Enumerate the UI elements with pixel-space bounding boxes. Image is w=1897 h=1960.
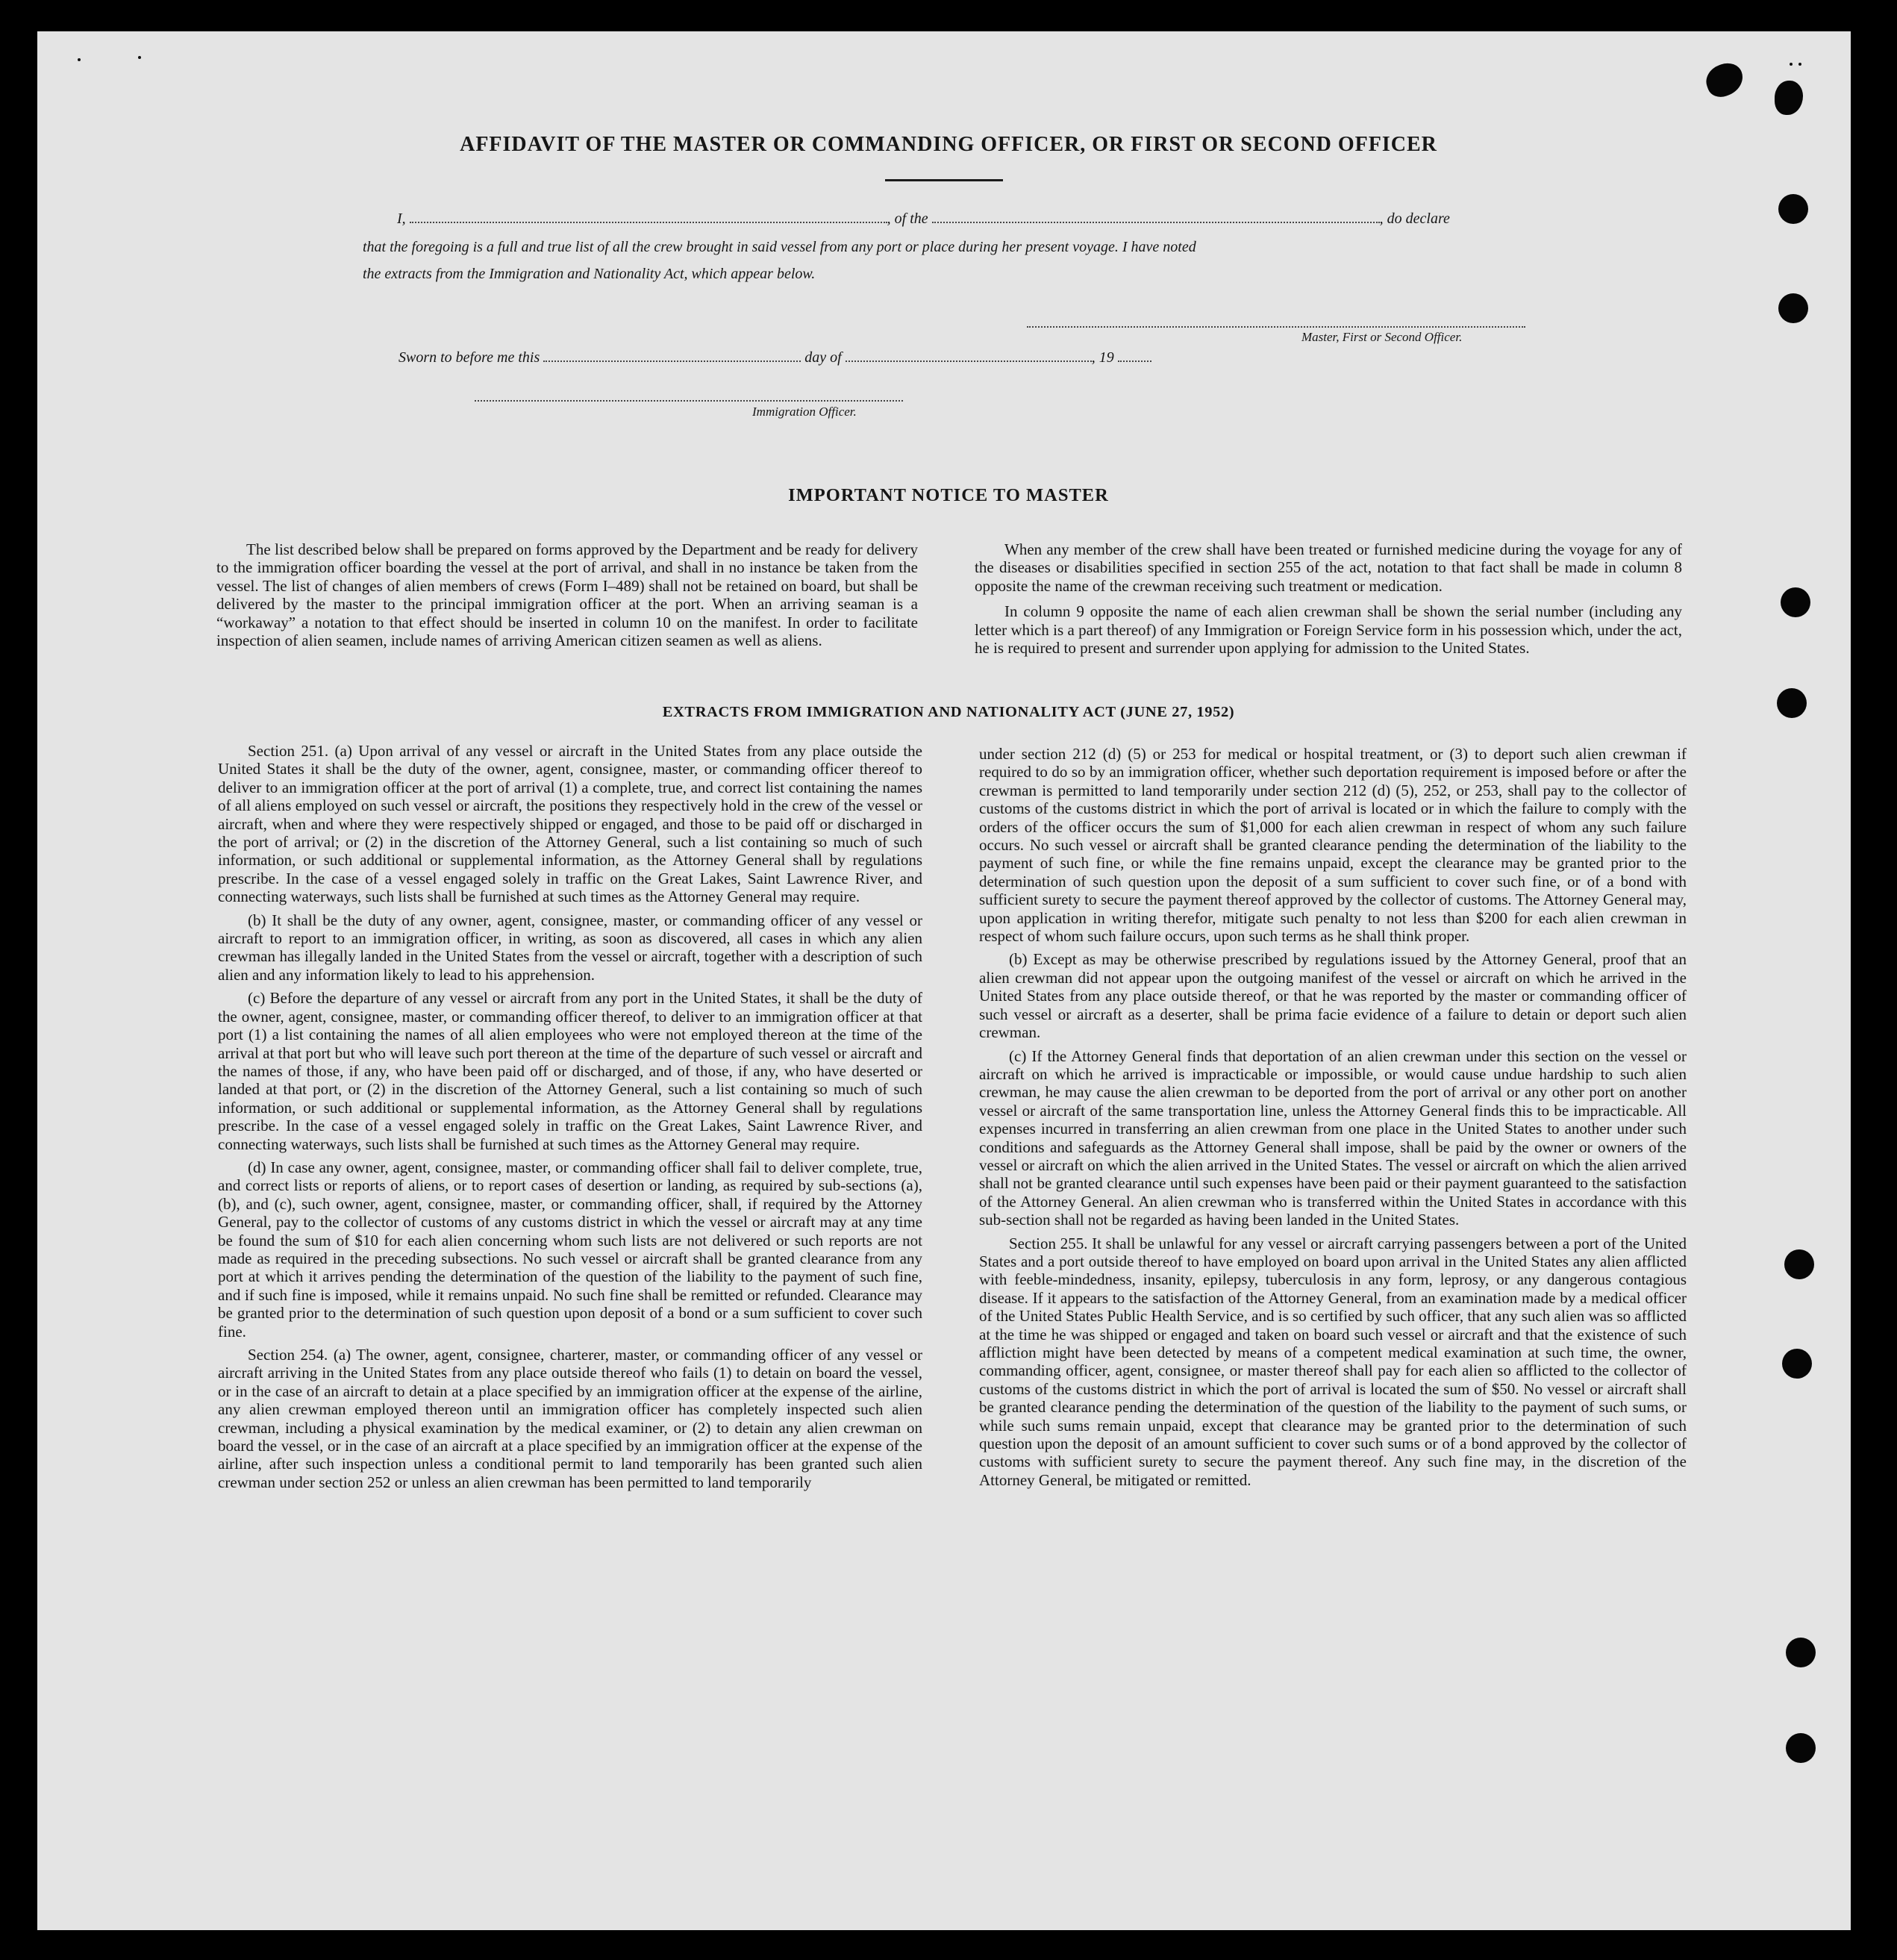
extract-paragraph: Section 255. It shall be unlawful for any vessel or aircraft carrying passengers between a port of the United States and a port outside thereof to have employed on board upon arrival in the United States any alien afflicted with feeble-mindedness, insanity, epilepsy, tuberculosis in any form, leprosy, or any dangerous contagious disease. If it appears to the satisfaction of the Attorney General, from an examination made by a medical officer of the United States Public Health Service, and is so certified by such officer, that any such alien was so afflicted at the time he was shipped or engaged and taken on board such vessel or aircraft and that the existence of such affliction might have been detected by means of a competent medical examination at such time, the owner, commanding officer, agent, consignee, or master thereof shall pay for each alien so afflicted to the collector of customs of the customs district in which the port of arrival is located the sum of $50. No vessel or aircraft shall be granted clearance pending the determination of the question of the liability to the payment of such sums, or while such sums remain unpaid, except that clearance may be granted prior to the determination of such question upon the deposit of an amount sufficient to cover such sums or of a bond approved by the collector of customs with sufficient surety to secure the payment thereof. Any such fine may, in the discretion of the Attorney General, be mitigated or remitted. bbox=[979, 1234, 1687, 1489]
extract-paragraph-continued: under section 212 (d) (5) or 253 for medical or hospital treatment, or (3) to deport such alien crewman if required to do so by an immigration officer, whether such deportation requirement is imposed before or after the crewman is permitted to land temporarily under section 212 (d) (5), 252, or 253, shall pay to the collector of customs of the customs district in which the port of arrival is located or in which the failure to comply with the orders of the officer occurs the sum of $1,000 for each alien crewman in respect of whom any such failure occurs. No such vessel or aircraft shall be granted clearance pending the determination of the liability to the payment of such fine, or while the fine remains unpaid, except the clearance may be granted prior to the determination of such question upon the deposit of a sum sufficient to cover such fine, or of a bond with sufficient surety to secure the payment thereof approved by the collector of customs. The Attorney General may, upon application in writing therefor, mitigate such penalty to not less than $200 for each alien crewman in respect of whom such failure occurs, upon such terms as he shall think proper. bbox=[979, 745, 1687, 946]
extracts-title: EXTRACTS FROM IMMIGRATION AND NATIONALITY ACT (JUNE 27, 1952) bbox=[662, 704, 1235, 720]
notice-left-text: The list described below shall be prepared on forms approved by the Department and be ready for delivery to the immigration officer boarding the vessel at the port of arrival, and shall in no instance be taken from the vessel. The list of changes of alien members of crews (Form I–489) shall not be retained on board, but shall be delivered by the master to the principal immigration officer at the port. When an arriving seaman is a “workaway” a notation to that effect should be inserted in column 10 on the manifest. In order to facilitate inspection of alien seamen, include names of arriving American citizen seamen as well as aliens. bbox=[216, 540, 918, 650]
sworn-year-field[interactable] bbox=[1118, 360, 1151, 362]
notice-right-text-1: When any member of the crew shall have been treated or furnished medicine during the voyage for any of the diseases or disabilities specified in section 255 of the act, notation to that fact shall be made in column 8 opposite the name of the crewman receiving such treatment or medication. bbox=[975, 540, 1682, 595]
sworn-line bbox=[399, 349, 1294, 366]
notice-right-column bbox=[975, 540, 1682, 662]
sworn-year: , 19 bbox=[1091, 349, 1114, 366]
sworn-month-field[interactable] bbox=[846, 360, 1092, 362]
extract-paragraph: (c) Before the departure of any vessel or aircraft from any port in the United States, it shall be the duty of the owner, agent, consignee, master, or commanding officer thereof, to deliver to an immigration officer at that port (1) a list containing the names of all alien employees who were not employed thereon at the time of the arrival at that port but who will leave such port thereon at the time of the departure of such vessel or aircraft and the names of those, if any, who have been paid off or discharged, and of those, if any, who have deserted or landed at that port, or (2) in the discretion of the Attorney General, such a list containing so much of such information, or such additional or supplemental information, as the Attorney General shall by regulations prescribe. In the case of a vessel engaged solely in traffic on the Great Lakes, Saint Lawrence River, and connecting waterways, such lists shall be furnished at such times as the Attorney General may require. bbox=[218, 989, 922, 1153]
speck bbox=[138, 56, 141, 59]
declare-do-declare: , do declare bbox=[1379, 210, 1450, 227]
notice-right-text-2: In column 9 opposite the name of each alien crewman shall be shown the serial number (including any letter which is a part thereof) of any Immigration or Foreign Service form in his possession which, under the act, he is required to present and surrender upon applying for admission to the United States. bbox=[975, 602, 1682, 658]
declare-of-the: , of the bbox=[887, 210, 928, 227]
master-signature-line[interactable] bbox=[1027, 326, 1525, 328]
immigration-signature-line[interactable] bbox=[475, 400, 903, 402]
immigration-caption: Immigration Officer. bbox=[752, 405, 857, 419]
punch-hole bbox=[1786, 1638, 1816, 1667]
punch-hole bbox=[1778, 293, 1808, 323]
master-caption: Master, First or Second Officer. bbox=[1301, 330, 1463, 344]
extract-paragraph: (c) If the Attorney General finds that deportation of an alien crewman under this section on the vessel or aircraft on which he arrived is impracticable or impossible, or would cause undue hardship to such alien crewman, he may cause the alien crewman to be deported from the port of arrival or any other port on another vessel or aircraft of the same transportation line, unless the Attorney General finds this to be impracticable. All expenses incurred in transferring an alien crewman from one place in the United States to another under such conditions and safeguards as the Attorney General shall impose, shall be paid by the owner or owners of the vessel or aircraft on which the alien arrived in the United States. The vessel or aircraft on which the alien arrived shall not be granted clearance until such expenses have been paid or their payment guaranteed to the satisfaction of the Attorney General. An alien crewman who is transferred within the United States in accordance with this sub-section shall not be regarded as having been landed in the United States. bbox=[979, 1046, 1687, 1229]
speck bbox=[1798, 63, 1801, 66]
extract-paragraph: (d) In case any owner, agent, consignee, master, or commanding officer shall fail to deliver complete, true, and correct lists or reports of aliens, or to report cases of desertion or landing, as required by sub-sections (a), (b), and (c), such owner, agent, consignee, master, or commanding officer, shall, if required by the Attorney General, pay to the collector of customs of any customs district in which the vessel or aircraft may at any time be found the sum of $10 for each alien concerning whom such lists are not delivered or such reports are not made as required in the preceding subsections. No such vessel or aircraft shall be granted clearance from any port at which it arrives pending the determination of the question of the liability to the payment of such fine, and if such fine is imposed, while it remains unpaid. No such fine shall be remitted or refunded. Clearance may be granted prior to the determination of such question upon deposit of a bond or a sum sufficient to cover such fine. bbox=[218, 1158, 922, 1341]
sworn-day-field[interactable] bbox=[543, 360, 801, 362]
notice-left-column bbox=[216, 540, 918, 655]
affidavit-title: AFFIDAVIT OF THE MASTER OR COMMANDING OFFICER, OR FIRST OR SECOND OFFICER bbox=[460, 133, 1437, 156]
declare-line-2: that the foregoing is a full and true list of all the crew brought in said vessel from any port or place during her present voyage. I have noted bbox=[363, 239, 1196, 255]
speck bbox=[78, 58, 81, 61]
punch-hole bbox=[1784, 1249, 1814, 1279]
declare-line-1 bbox=[397, 210, 1528, 228]
punch-hole bbox=[1781, 587, 1810, 617]
extract-paragraph: (b) Except as may be otherwise prescribed by regulations issued by the Attorney General, proof that an alien crewman did not appear upon the outgoing manifest of the vessel or aircraft on which he arrived in the United States from any place outside thereof, or that he was reported by the master or commanding officer of such vessel or aircraft as a deserter, shall be prima facie evidence of a failure to detain or deport such alien crewman. bbox=[979, 950, 1687, 1042]
extracts-left-column bbox=[218, 742, 922, 1496]
sworn-before: Sworn to before me this bbox=[399, 349, 540, 366]
sworn-day-of: day of bbox=[804, 349, 842, 366]
punch-hole bbox=[1778, 194, 1808, 224]
extract-paragraph: (b) It shall be the duty of any owner, agent, consignee, master, or commanding officer of any vessel or aircraft to report to an immigration officer, in writing, as soon as discovered, all cases in which any alien crewman has illegally landed in the United States from the vessel or aircraft, together with a description of such alien and any information likely to lead to his apprehension. bbox=[218, 911, 922, 984]
extracts-right-column bbox=[979, 745, 1687, 1494]
speck bbox=[1790, 63, 1793, 66]
declare-line-3: the extracts from the Immigration and Nationality Act, which appear below. bbox=[363, 266, 816, 282]
extract-paragraph: Section 251. (a) Upon arrival of any vessel or aircraft in the United States from any place outside the United States it shall be the duty of the owner, agent, consignee, master, or commanding officer thereof to deliver to an immigration officer at the port of arrival (1) a complete, true, and correct list containing the names of all aliens employed on such vessel or aircraft, the positions they respectively hold in the crew of the vessel or aircraft, when and where they were respectively shipped or engaged, and those to be paid off or discharged in the port of arrival; or (2) in the discretion of the Attorney General, such a list containing so much of such information, or such additional or supplemental information, as the Attorney General shall by regulations prescribe. In the case of a vessel engaged solely in traffic on the Great Lakes, Saint Lawrence River, and connecting waterways, such lists shall be furnished at such times as the Attorney General may require. bbox=[218, 742, 922, 906]
punch-hole bbox=[1782, 1349, 1812, 1379]
notice-title: IMPORTANT NOTICE TO MASTER bbox=[788, 485, 1109, 505]
punch-hole bbox=[1786, 1733, 1816, 1763]
declare-i: I, bbox=[397, 210, 406, 227]
extract-paragraph: Section 254. (a) The owner, agent, consignee, charterer, master, or commanding officer of any vessel or aircraft arriving in the United States from any place outside thereof who fails (1) to detain on board the vessel, or in the case of an aircraft to detain at a place specified by an immigration officer at the expense of the airline, any alien crewman employed thereon until an immigration officer has completely inspected such alien crewman, including a physical examination by the medical examiner, or (2) to detain any alien crewman on board the vessel, or in the case of an aircraft at a place specified by an immigration officer at the expense of the airline, after such inspection unless a conditional permit to land temporarily has been granted such alien crewman under section 252 or unless an alien crewman has been permitted to land temporarily bbox=[218, 1346, 922, 1491]
name-field[interactable] bbox=[410, 221, 887, 223]
title-rule bbox=[885, 179, 1003, 181]
vessel-field[interactable] bbox=[932, 221, 1380, 223]
